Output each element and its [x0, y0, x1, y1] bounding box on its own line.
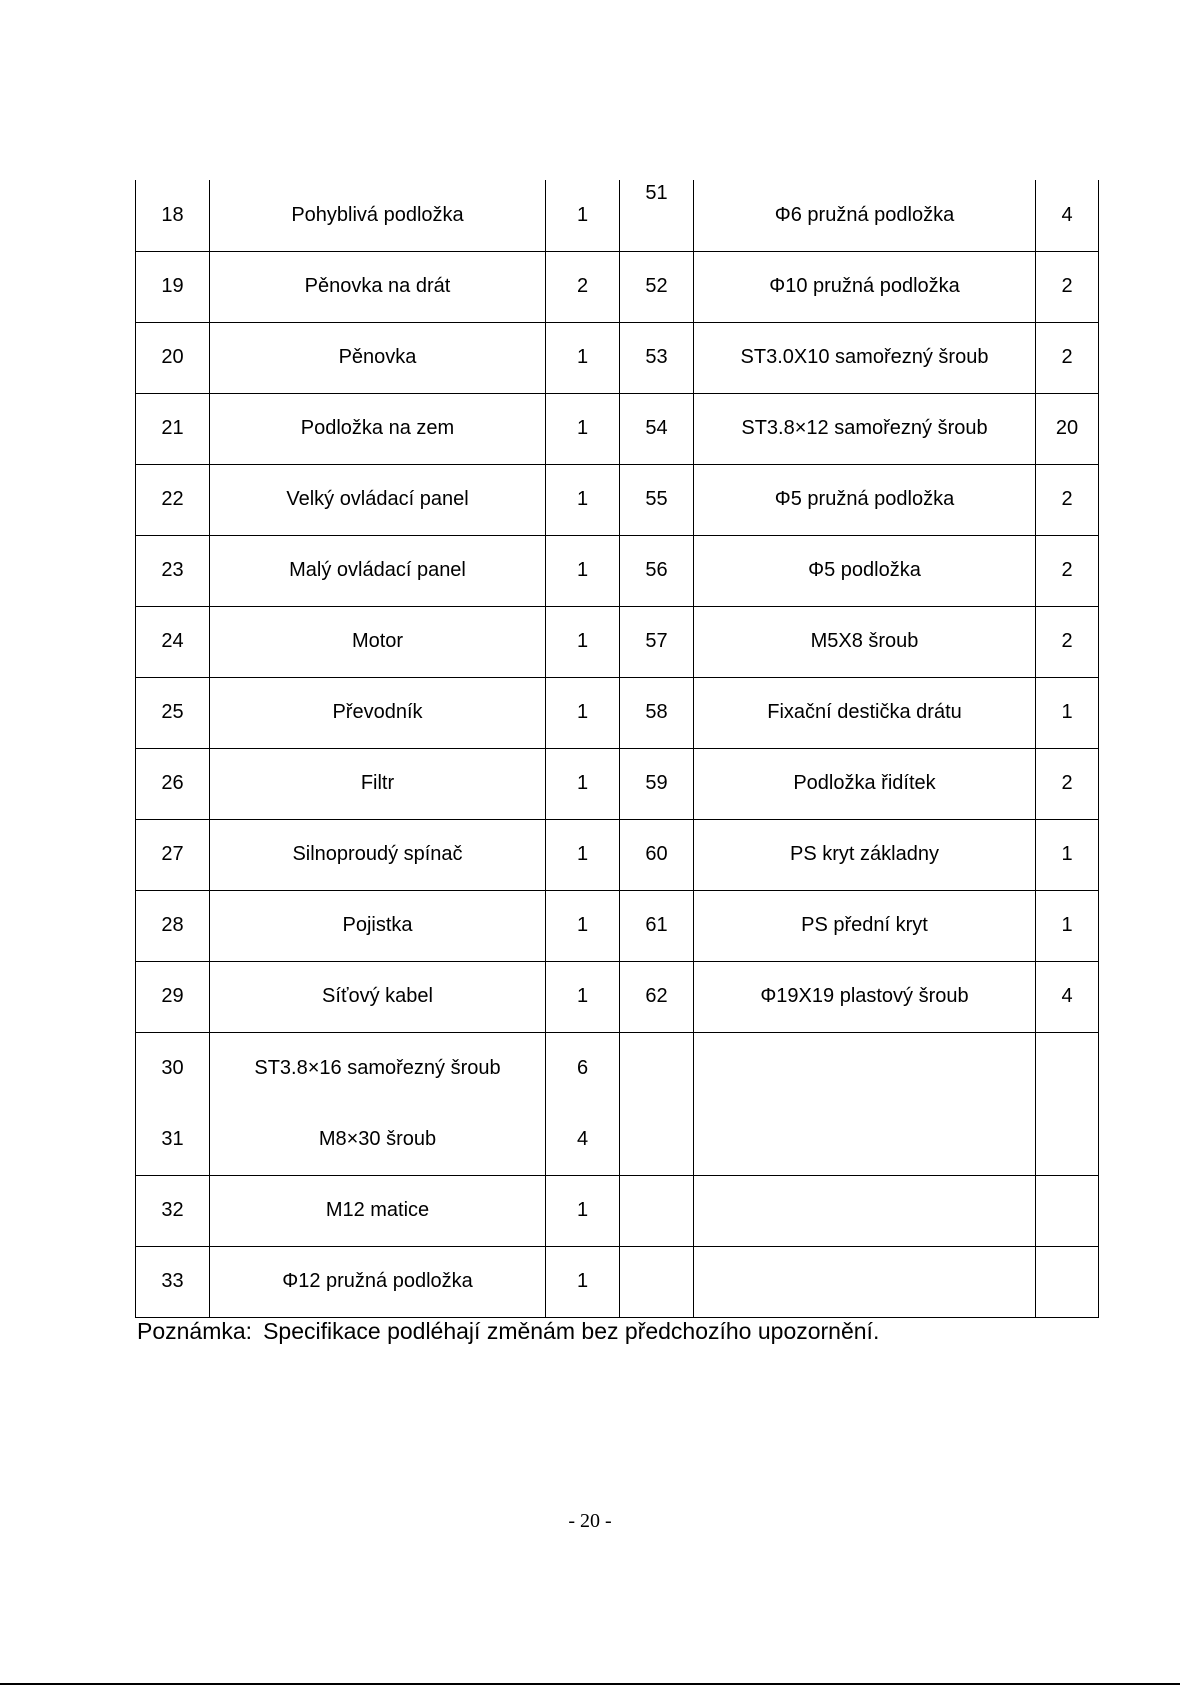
- part-number: 19: [136, 251, 210, 322]
- part-name: Podložka na zem: [210, 393, 546, 464]
- part-number: 58: [620, 677, 694, 748]
- part-quantity: 1: [546, 890, 620, 961]
- empty-cell: [1036, 1032, 1099, 1175]
- part-name: Φ5 podložka: [694, 535, 1036, 606]
- part-name: ST3.8×16 samořezný šroub: [254, 1056, 501, 1079]
- table-row: [136, 1246, 1099, 1317]
- part-name: Podložka řidítek: [694, 748, 1036, 819]
- part-quantity: 1: [546, 677, 620, 748]
- empty-cell: [694, 1246, 1036, 1317]
- part-number: 56: [620, 535, 694, 606]
- part-number-cell: [136, 1032, 210, 1175]
- part-quantity: 4: [1036, 961, 1099, 1032]
- empty-cell: [620, 1246, 694, 1317]
- empty-cell: [620, 1175, 694, 1246]
- part-quantity: 2: [1036, 535, 1099, 606]
- table-row: [136, 961, 1099, 1032]
- part-quantity: 1: [546, 464, 620, 535]
- parts-table: [135, 180, 1099, 1318]
- part-number: 26: [136, 748, 210, 819]
- empty-cell: [694, 1032, 1036, 1175]
- empty-cell: [620, 1032, 694, 1175]
- part-name: Φ10 pružná podložka: [694, 251, 1036, 322]
- table-row: [136, 748, 1099, 819]
- part-name: Síťový kabel: [210, 961, 546, 1032]
- part-quantity: 2: [1036, 606, 1099, 677]
- part-name: Pohyblivá podložka: [210, 180, 546, 251]
- part-quantity: 1: [546, 180, 620, 251]
- part-number: 51: [645, 182, 668, 204]
- part-name: ST3.0X10 samořezný šroub: [694, 322, 1036, 393]
- part-number: 57: [620, 606, 694, 677]
- page-number: - 20 -: [568, 1510, 612, 1532]
- part-quantity-cell: [546, 1032, 620, 1175]
- table-row: [136, 890, 1099, 961]
- part-number-cell: [620, 180, 694, 251]
- part-quantity: 4: [1036, 180, 1099, 251]
- part-number: 28: [136, 890, 210, 961]
- table-row: [136, 819, 1099, 890]
- table-row: [136, 393, 1099, 464]
- part-name: Φ19X19 plastový šroub: [694, 961, 1036, 1032]
- part-number: 25: [136, 677, 210, 748]
- part-number: 27: [136, 819, 210, 890]
- footnote-label: Poznámka:: [137, 1318, 253, 1344]
- part-quantity: 1: [546, 606, 620, 677]
- part-quantity: 1: [546, 819, 620, 890]
- part-name: Velký ovládací panel: [210, 464, 546, 535]
- part-number: 54: [620, 393, 694, 464]
- part-number: 60: [620, 819, 694, 890]
- part-number: 33: [136, 1246, 210, 1317]
- part-name: Převodník: [210, 677, 546, 748]
- part-number: 61: [620, 890, 694, 961]
- part-name: PS kryt základny: [694, 819, 1036, 890]
- part-number: 22: [136, 464, 210, 535]
- part-number: 31: [161, 1127, 184, 1150]
- part-name: Pěnovka: [210, 322, 546, 393]
- part-number: 55: [620, 464, 694, 535]
- part-name: Filtr: [210, 748, 546, 819]
- part-number: 32: [136, 1175, 210, 1246]
- part-quantity: 1: [546, 961, 620, 1032]
- part-name-cell: [210, 1032, 546, 1175]
- part-quantity: 2: [546, 251, 620, 322]
- footnote-text: Specifikace podléhají změnám bez předchozího upozornění.: [263, 1318, 880, 1344]
- part-name: PS přední kryt: [694, 890, 1036, 961]
- part-name: Fixační destička drátu: [694, 677, 1036, 748]
- part-name: M12 matice: [210, 1175, 546, 1246]
- footnote: [137, 1318, 879, 1345]
- part-number: 30: [161, 1056, 184, 1079]
- part-name: M8×30 šroub: [318, 1127, 437, 1150]
- part-number: 59: [620, 748, 694, 819]
- part-number: 18: [136, 180, 210, 251]
- part-quantity: 1: [546, 1246, 620, 1317]
- table-row: [136, 322, 1099, 393]
- part-number: 23: [136, 535, 210, 606]
- table-row: [136, 1032, 1099, 1175]
- part-name: Silnoproudý spínač: [210, 819, 546, 890]
- part-number: 62: [620, 961, 694, 1032]
- part-quantity: 1: [546, 1175, 620, 1246]
- part-quantity: 20: [1036, 393, 1099, 464]
- table-row: [136, 606, 1099, 677]
- part-quantity: 2: [1036, 251, 1099, 322]
- part-quantity: 1: [1036, 677, 1099, 748]
- table-row: [136, 677, 1099, 748]
- table-row: [136, 1175, 1099, 1246]
- part-quantity: 1: [546, 748, 620, 819]
- part-name: Pěnovka na drát: [210, 251, 546, 322]
- part-number: 52: [620, 251, 694, 322]
- part-quantity: 4: [576, 1127, 589, 1150]
- table-row: [136, 180, 1099, 251]
- part-number: 21: [136, 393, 210, 464]
- part-name: Φ12 pružná podložka: [210, 1246, 546, 1317]
- part-name: Φ5 pružná podložka: [694, 464, 1036, 535]
- part-number: 53: [620, 322, 694, 393]
- part-number: 24: [136, 606, 210, 677]
- empty-cell: [1036, 1175, 1099, 1246]
- table-row: [136, 251, 1099, 322]
- part-quantity: 1: [546, 322, 620, 393]
- table-row: [136, 464, 1099, 535]
- part-name: Pojistka: [210, 890, 546, 961]
- part-name: Malý ovládací panel: [210, 535, 546, 606]
- part-quantity: 1: [546, 393, 620, 464]
- part-number: 29: [136, 961, 210, 1032]
- part-name: M5X8 šroub: [694, 606, 1036, 677]
- part-quantity: 2: [1036, 464, 1099, 535]
- part-number: 20: [136, 322, 210, 393]
- part-name: ST3.8×12 samořezný šroub: [694, 393, 1036, 464]
- empty-cell: [694, 1175, 1036, 1246]
- table-row: [136, 535, 1099, 606]
- part-name: Motor: [210, 606, 546, 677]
- part-quantity: 2: [1036, 748, 1099, 819]
- empty-cell: [1036, 1246, 1099, 1317]
- part-quantity: 2: [1036, 322, 1099, 393]
- part-name: Φ6 pružná podložka: [694, 180, 1036, 251]
- part-quantity: 6: [576, 1056, 589, 1079]
- part-quantity: 1: [1036, 819, 1099, 890]
- part-quantity: 1: [546, 535, 620, 606]
- part-quantity: 1: [1036, 890, 1099, 961]
